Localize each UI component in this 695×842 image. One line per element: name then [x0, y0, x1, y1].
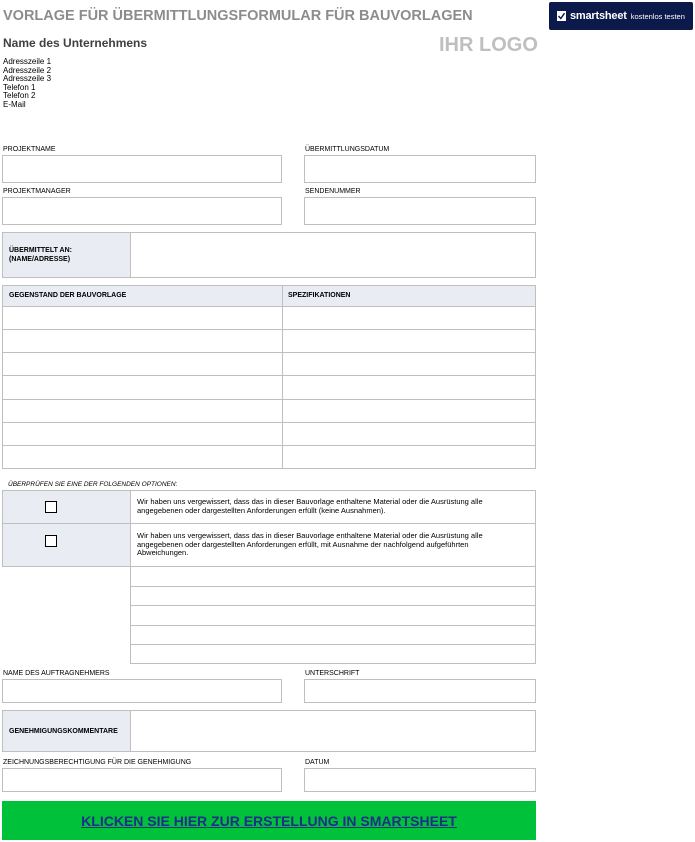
address-line-3: Adresszeile 3: [3, 74, 52, 84]
approval-signatory-input[interactable]: [2, 768, 282, 792]
contractor-name-input[interactable]: [2, 679, 282, 703]
contractor-name-label: NAME DES AUFTRAGNEHMERS: [3, 670, 110, 677]
form-title: VORLAGE FÜR ÜBERMITTLUNGSFORMULAR FÜR BAUVORLAGEN: [3, 8, 473, 24]
send-number-label: SENDENUMMER: [305, 188, 361, 195]
submission-date-label: ÜBERMITTLUNGSDATUM: [305, 146, 390, 153]
option-2-text-cell: [130, 523, 536, 567]
option-2-checkbox-cell: [2, 523, 131, 567]
send-number-input[interactable]: [304, 197, 536, 225]
row-divider: [3, 422, 535, 423]
address-line-1: Adresszeile 1: [3, 57, 52, 66]
smartsheet-cta-link[interactable]: KLICKEN SIE HIER ZUR ERSTELLUNG IN SMARTSHEET: [81, 812, 457, 829]
row-divider: [131, 605, 535, 606]
row-divider: [3, 399, 535, 400]
items-table-header: [3, 286, 535, 306]
items-table: [2, 285, 536, 469]
date-input[interactable]: [304, 768, 536, 792]
approval-comments-label: GENEHMIGUNGSKOMMENTARE: [9, 728, 118, 735]
option-1-text: Wir haben uns vergewissert, dass das in dieser Bauvorlage enthaltene Material oder die Ausrüstung alle angegebenen oder dargestellten Anforderungen erfüllt (keine Ausnahmen).: [137, 497, 483, 515]
submission-date-input[interactable]: [304, 155, 536, 183]
option-1-checkbox-cell: [2, 490, 131, 524]
options-heading: ÜBERPRÜFEN SIE EINE DER FOLGENDEN OPTIONEN:: [8, 481, 178, 488]
project-manager-input[interactable]: [2, 197, 282, 225]
project-name-input[interactable]: [2, 155, 282, 183]
signature-input[interactable]: [304, 679, 536, 703]
date-label: DATUM: [305, 759, 330, 766]
option-1-text-cell: [130, 490, 536, 524]
approval-signatory-label: ZEICHNUNGSBERECHTIGUNG FÜR DIE GENEHMIGUNG: [3, 759, 192, 766]
smartsheet-check-icon: [557, 11, 566, 21]
address-block: [3, 58, 51, 110]
row-divider: [3, 352, 535, 353]
items-header-subject: GEGENSTAND DER BAUVORLAGE: [9, 292, 127, 299]
phone-2: Telefon 2: [3, 91, 36, 101]
address-line-2: Adresszeile 2: [3, 65, 52, 75]
approval-comments-input[interactable]: [130, 710, 536, 752]
row-divider: [3, 329, 535, 330]
submitted-to-label: ÜBERMITTELT AN: (NAME/ADRESSE): [9, 247, 72, 263]
items-header-specs: SPEZIFIKATIONEN: [288, 292, 351, 299]
badge-trial: kostenlos testen: [630, 11, 685, 21]
project-name-label: PROJEKTNAME: [3, 146, 56, 153]
row-divider: [131, 586, 535, 587]
option-1-checkbox[interactable]: [45, 501, 57, 513]
submitted-to-label-cell: [2, 232, 131, 278]
email: E-Mail: [3, 99, 26, 109]
row-divider: [131, 625, 535, 626]
option-2-checkbox[interactable]: [45, 535, 57, 547]
row-divider: [3, 445, 535, 446]
row-divider: [3, 306, 535, 307]
approval-comments-label-cell: [2, 710, 131, 752]
signature-label: UNTERSCHRIFT: [305, 670, 360, 677]
smartsheet-cta-banner[interactable]: [2, 801, 536, 840]
column-divider: [282, 286, 283, 468]
smartsheet-trial-badge[interactable]: [549, 2, 693, 30]
project-manager-label: PROJEKTMANAGER: [3, 188, 71, 195]
company-name: Name des Unternehmens: [3, 36, 148, 50]
row-divider: [131, 644, 535, 645]
row-divider: [3, 375, 535, 376]
deviations-list[interactable]: [130, 566, 536, 664]
submitted-to-input[interactable]: [130, 232, 536, 278]
option-2-text: Wir haben uns vergewissert, dass das in dieser Bauvorlage enthaltene Material oder die Ausrüstung alle angegebenen oder dargestellten Anforderungen erfüllt, mit Ausnahme der nachfolgend aufgeführten Abweichungen.: [137, 531, 483, 558]
logo-placeholder: IHR LOGO: [439, 34, 538, 56]
phone-1: Telefon 1: [3, 82, 36, 92]
badge-brand: smartsheet: [570, 10, 627, 22]
